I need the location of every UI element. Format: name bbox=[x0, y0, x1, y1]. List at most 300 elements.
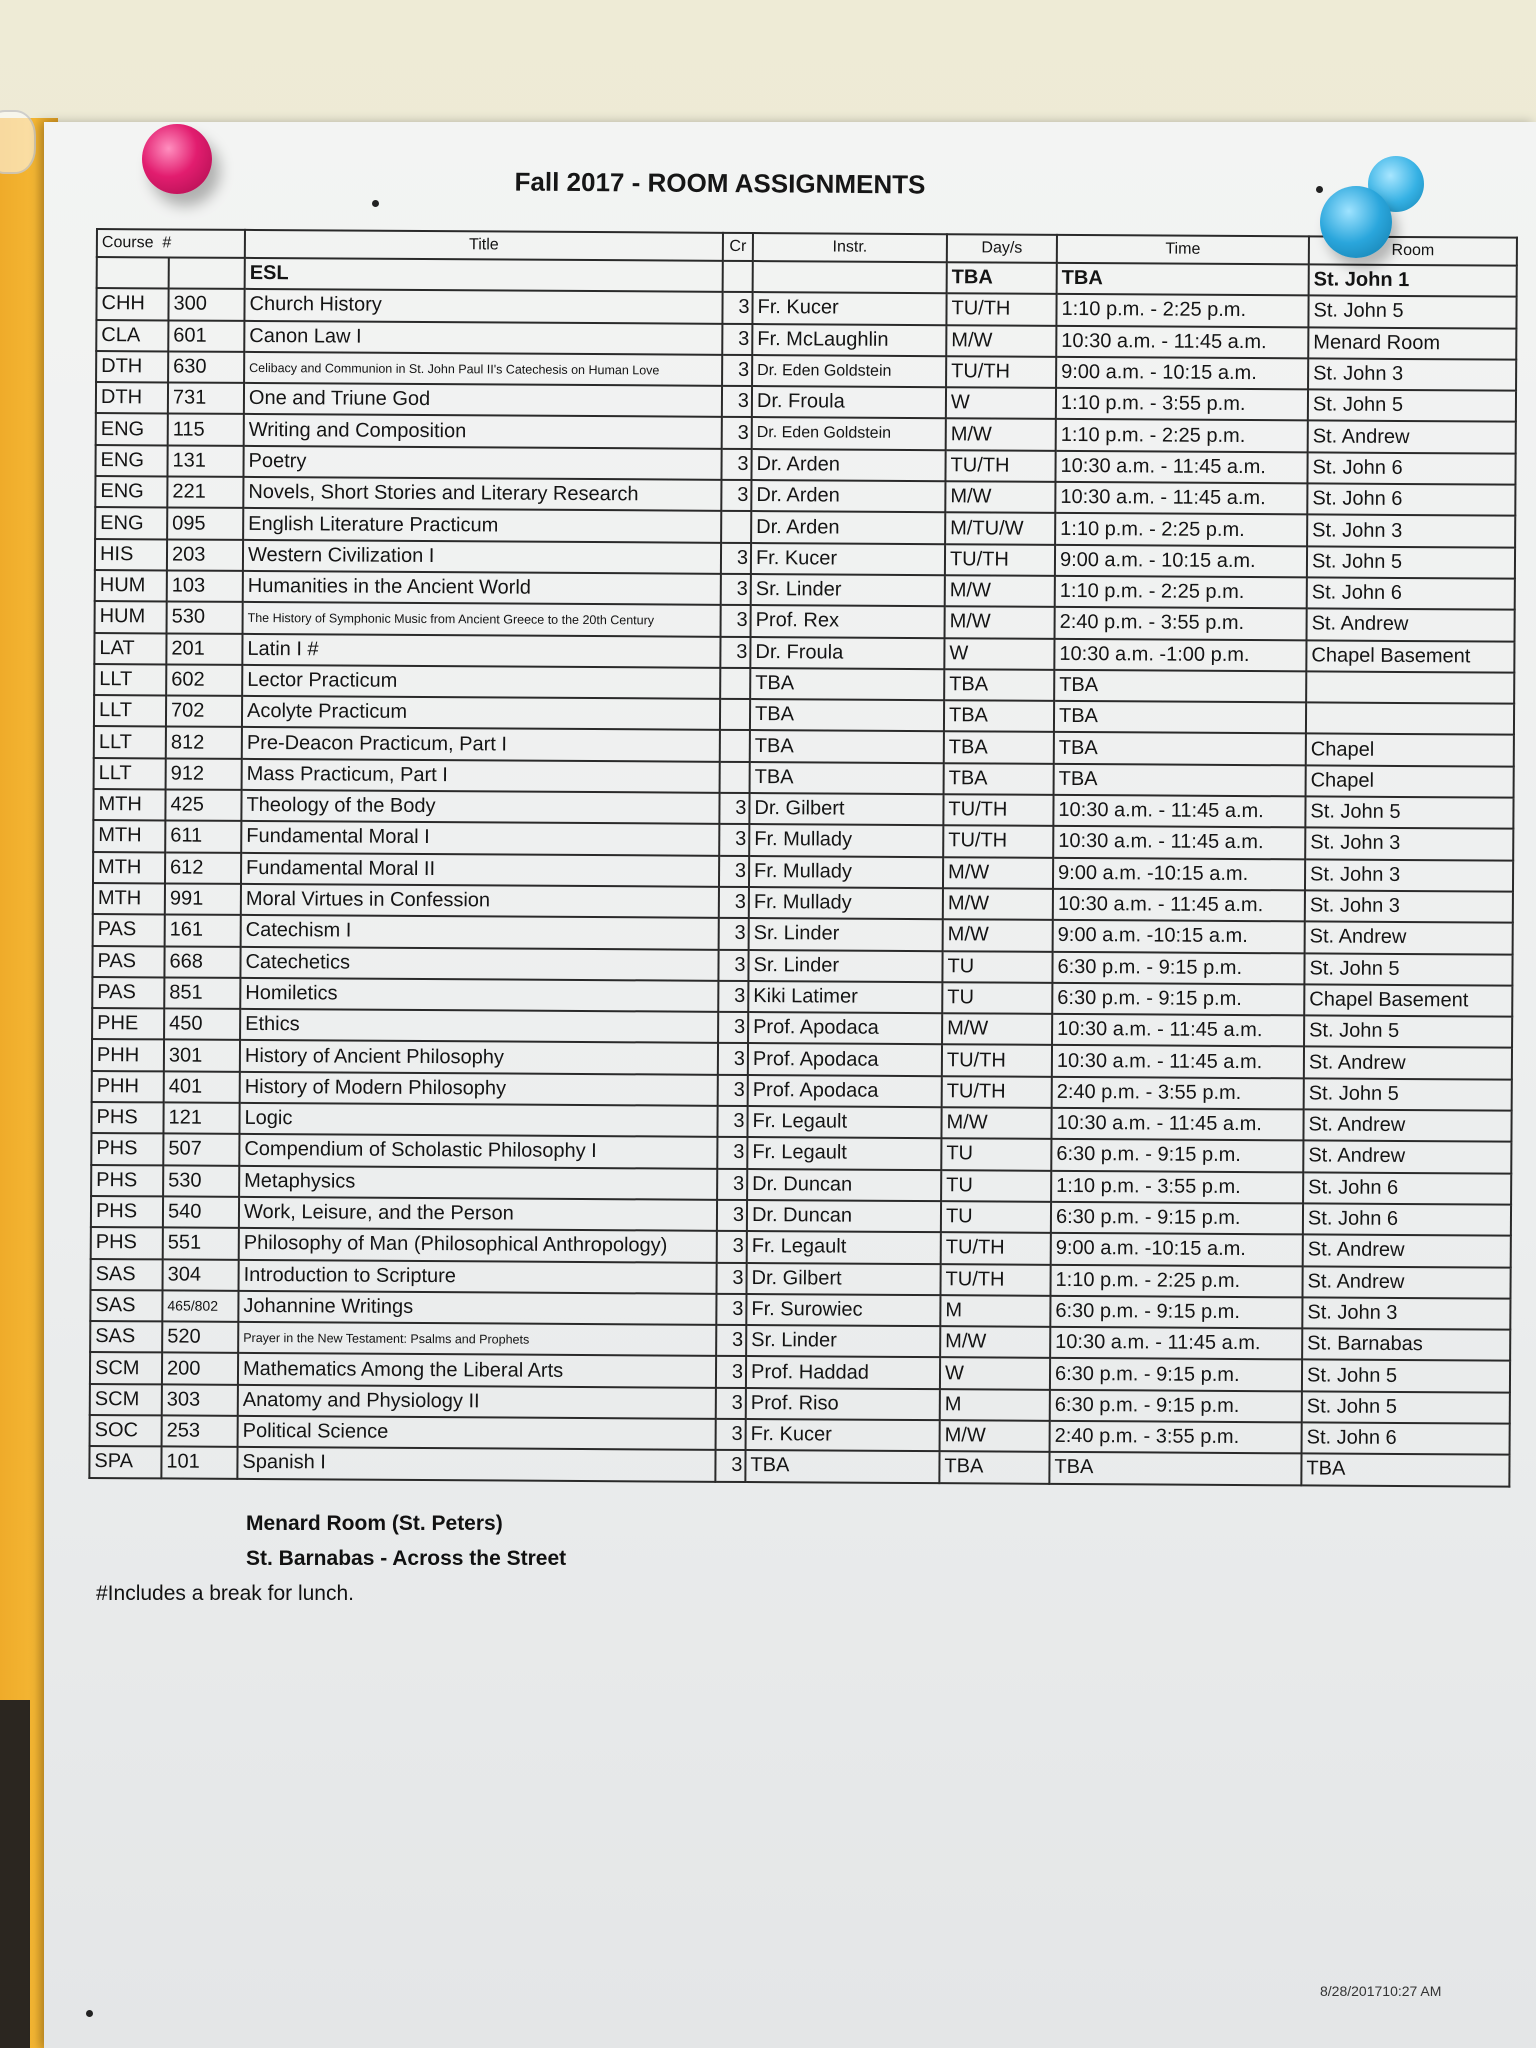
cell-number: 702 bbox=[166, 696, 242, 728]
hole-mark bbox=[1316, 186, 1323, 193]
cell-course: PHE bbox=[92, 1008, 164, 1040]
header-time: Time bbox=[1057, 235, 1309, 265]
cell-room: St. Andrew bbox=[1305, 922, 1513, 955]
cell-days: M/W bbox=[945, 481, 1055, 513]
cell-time: 1:10 p.m. - 3:55 p.m. bbox=[1056, 388, 1308, 421]
cell-days: M/W bbox=[945, 575, 1055, 607]
cell-instructor: Sr. Linder bbox=[748, 950, 942, 982]
cell-number: 812 bbox=[166, 727, 242, 759]
cell-room: St. John 5 bbox=[1302, 1360, 1510, 1393]
cell-days: W bbox=[940, 1358, 1050, 1390]
cell-title: Work, Leisure, and the Person bbox=[239, 1197, 717, 1231]
page-title: Fall 2017 - ROOM ASSIGNMENTS bbox=[514, 166, 926, 200]
cell-title: Introduction to Scripture bbox=[239, 1259, 717, 1293]
cell-days: TU/TH bbox=[946, 293, 1056, 325]
cell-instructor: Fr. McLaughlin bbox=[752, 324, 946, 356]
cell-number: 101 bbox=[161, 1447, 237, 1479]
cell-number: 611 bbox=[165, 821, 241, 853]
cell-title: History of Modern Philosophy bbox=[240, 1072, 718, 1106]
cell-number: 520 bbox=[162, 1322, 238, 1354]
cell-title: Acolyte Practicum bbox=[242, 696, 720, 730]
cell-days: TU/TH bbox=[941, 1232, 1051, 1264]
cell-days: TU bbox=[941, 1170, 1051, 1202]
cell-credits: 3 bbox=[715, 1450, 745, 1481]
cell-time: 1:10 p.m. - 2:25 p.m. bbox=[1055, 513, 1307, 546]
cell-room bbox=[1306, 703, 1514, 736]
cell-credits: 3 bbox=[716, 1387, 746, 1418]
cell-course: PHS bbox=[91, 1165, 163, 1197]
cell-credits: 3 bbox=[717, 1137, 747, 1168]
cell-days: TU/TH bbox=[940, 1264, 1050, 1296]
cell-title: Spanish I bbox=[237, 1447, 715, 1481]
clear-pushpin-icon bbox=[0, 110, 36, 174]
cell-number: 991 bbox=[165, 883, 241, 915]
cell-title: Writing and Composition bbox=[244, 414, 722, 448]
cell-room: St. Andrew bbox=[1303, 1109, 1511, 1142]
cell-days: M/W bbox=[946, 325, 1056, 357]
cell-instructor: Fr. Kucer bbox=[746, 1419, 940, 1451]
cell-room: TBA bbox=[1301, 1454, 1509, 1487]
cell-room: Menard Room bbox=[1308, 327, 1516, 360]
cell-time: 2:40 p.m. - 3:55 p.m. bbox=[1050, 1421, 1302, 1454]
cell-title: Political Science bbox=[238, 1416, 716, 1450]
cell-title: Prayer in the New Testament: Psalms and Prophets bbox=[238, 1322, 716, 1356]
cell-time: TBA bbox=[1054, 764, 1306, 797]
cell-title: Fundamental Moral II bbox=[241, 853, 719, 887]
cell-title: Philosophy of Man (Philosophical Anthropology) bbox=[239, 1228, 717, 1262]
cell-time: 9:00 a.m. -10:15 a.m. bbox=[1053, 920, 1305, 953]
cell-instructor: Fr. Mullady bbox=[749, 887, 943, 919]
cell-time: 6:30 p.m. - 9:15 p.m. bbox=[1051, 1202, 1303, 1235]
cell-instructor: Fr. Mullady bbox=[749, 824, 943, 856]
cell-room: St. John 5 bbox=[1304, 953, 1512, 986]
cell-instructor: Dr. Duncan bbox=[747, 1169, 941, 1201]
cell-days: TU/TH bbox=[943, 826, 1053, 858]
cell-number: 731 bbox=[168, 383, 244, 415]
cell-credits bbox=[720, 730, 750, 761]
cell-number: 465/802 bbox=[162, 1290, 238, 1322]
cell-instructor: Dr. Duncan bbox=[747, 1200, 941, 1232]
cell-room: St. John 1 bbox=[1309, 264, 1517, 297]
cell-instructor: Dr. Gilbert bbox=[749, 793, 943, 825]
cell-credits: 3 bbox=[716, 1419, 746, 1450]
cell-course: DTH bbox=[96, 351, 168, 383]
cell-instructor: Prof. Apodaca bbox=[748, 1043, 942, 1075]
cell-time: 9:00 a.m. -10:15 a.m. bbox=[1053, 857, 1305, 890]
cell-instructor: Fr. Surowiec bbox=[746, 1294, 940, 1326]
cell-room: St. John 3 bbox=[1302, 1297, 1510, 1330]
cell-title: Humanities in the Ancient World bbox=[243, 571, 721, 605]
cell-title: One and Triune God bbox=[244, 383, 722, 417]
cell-title: Pre-Deacon Practicum, Part I bbox=[242, 727, 720, 761]
note-lunch: #Includes a break for lunch. bbox=[96, 1582, 354, 1605]
cell-number: 121 bbox=[163, 1102, 239, 1134]
cell-credits: 3 bbox=[722, 323, 752, 354]
cell-number: 221 bbox=[167, 477, 243, 509]
cell-course: LLT bbox=[94, 758, 166, 790]
cell-room: St. John 3 bbox=[1305, 890, 1513, 923]
cell-number: 095 bbox=[167, 508, 243, 540]
cell-time: 10:30 a.m. - 11:45 a.m. bbox=[1053, 795, 1305, 828]
cell-course bbox=[97, 257, 169, 289]
cell-room: St. John 5 bbox=[1302, 1391, 1510, 1424]
cell-time: 2:40 p.m. - 3:55 p.m. bbox=[1052, 1077, 1304, 1110]
cell-room: Chapel bbox=[1306, 765, 1514, 798]
header-title: Title bbox=[245, 230, 723, 261]
cell-instructor: Fr. Legault bbox=[747, 1106, 941, 1138]
print-timestamp: 8/28/201710:27 AM bbox=[1320, 1983, 1442, 1999]
cell-instructor: TBA bbox=[750, 730, 944, 762]
cell-room: St. John 6 bbox=[1307, 452, 1515, 485]
cell-number: 530 bbox=[163, 1165, 239, 1197]
cell-room: St. John 5 bbox=[1308, 390, 1516, 423]
cell-days: TU bbox=[942, 982, 1052, 1014]
cell-title: History of Ancient Philosophy bbox=[240, 1040, 718, 1074]
cell-number: 530 bbox=[167, 602, 243, 634]
cell-instructor: Sr. Linder bbox=[746, 1325, 940, 1357]
cell-instructor: Fr. Kucer bbox=[752, 292, 946, 324]
cell-time: 9:00 a.m. - 10:15 a.m. bbox=[1056, 357, 1308, 390]
cell-room: St. Andrew bbox=[1303, 1141, 1511, 1174]
cell-room: St. Andrew bbox=[1302, 1266, 1510, 1299]
cell-number: 551 bbox=[163, 1228, 239, 1260]
cell-credits: 3 bbox=[722, 417, 752, 448]
cell-time: 6:30 p.m. - 9:15 p.m. bbox=[1052, 983, 1304, 1016]
cell-instructor: Fr. Kucer bbox=[751, 543, 945, 575]
cell-title: Western Civilization I bbox=[243, 540, 721, 574]
header-instr: Instr. bbox=[753, 233, 947, 262]
cell-title: English Literature Practicum bbox=[243, 508, 721, 542]
cell-time: 1:10 p.m. - 2:25 p.m. bbox=[1055, 576, 1307, 609]
cell-title: Lector Practicum bbox=[242, 665, 720, 699]
cell-instructor: Sr. Linder bbox=[751, 574, 945, 606]
cell-instructor: Prof. Apodaca bbox=[748, 1012, 942, 1044]
cell-days: M/W bbox=[942, 1013, 1052, 1045]
cell-room: St. John 6 bbox=[1302, 1422, 1510, 1455]
cell-course: PHS bbox=[91, 1196, 163, 1228]
cell-credits: 3 bbox=[718, 1012, 748, 1043]
cell-room: St. John 6 bbox=[1303, 1203, 1511, 1236]
pink-pushpin-icon bbox=[142, 124, 212, 194]
cell-credits bbox=[720, 699, 750, 730]
cell-course: PHH bbox=[92, 1039, 164, 1071]
cell-days: TBA bbox=[944, 763, 1054, 795]
cell-number: 912 bbox=[166, 758, 242, 790]
cell-number: 203 bbox=[167, 539, 243, 571]
cell-instructor: Prof. Haddad bbox=[746, 1356, 940, 1388]
cell-credits: 3 bbox=[719, 824, 749, 855]
cell-credits: 3 bbox=[719, 855, 749, 886]
cell-time: 1:10 p.m. - 2:25 p.m. bbox=[1056, 294, 1308, 327]
cell-number: 200 bbox=[162, 1353, 238, 1385]
cell-credits: 3 bbox=[721, 449, 751, 480]
cell-days: TU/TH bbox=[946, 356, 1056, 388]
cell-days: TU/TH bbox=[942, 1045, 1052, 1077]
cell-room: St. John 3 bbox=[1305, 828, 1513, 861]
cell-number: 201 bbox=[166, 633, 242, 665]
cell-number: 851 bbox=[164, 977, 240, 1009]
cell-number: 601 bbox=[168, 320, 244, 352]
cell-title: Moral Virtues in Confession bbox=[241, 884, 719, 918]
cell-credits bbox=[721, 511, 751, 542]
cell-room: St. John 6 bbox=[1307, 483, 1515, 516]
note-barnabas: St. Barnabas - Across the Street bbox=[246, 1547, 567, 1570]
cell-days: TBA bbox=[944, 732, 1054, 764]
cell-number: 115 bbox=[168, 414, 244, 446]
cell-title: Ethics bbox=[240, 1009, 718, 1043]
cell-title: Church History bbox=[244, 289, 722, 323]
cell-title: Logic bbox=[239, 1103, 717, 1137]
cell-time: 1:10 p.m. - 2:25 p.m. bbox=[1050, 1264, 1302, 1297]
cell-course: CLA bbox=[96, 320, 168, 352]
cell-course: SCM bbox=[90, 1352, 162, 1384]
cell-number: 507 bbox=[163, 1134, 239, 1166]
cell-course: PAS bbox=[92, 946, 164, 978]
cell-course: LLT bbox=[94, 664, 166, 696]
cell-credits: 3 bbox=[719, 887, 749, 918]
cell-room: St. Andrew bbox=[1308, 421, 1516, 454]
cell-time: TBA bbox=[1049, 1452, 1301, 1485]
cell-credits: 3 bbox=[720, 636, 750, 667]
cell-title: Metaphysics bbox=[239, 1166, 717, 1200]
cell-room: St. John 3 bbox=[1305, 859, 1513, 892]
cell-credits bbox=[723, 261, 753, 292]
cell-instructor: TBA bbox=[745, 1450, 939, 1482]
cell-days: M/W bbox=[943, 919, 1053, 951]
cell-days: W bbox=[946, 387, 1056, 419]
cell-credits: 3 bbox=[719, 918, 749, 949]
room-assignments-table bbox=[88, 228, 1518, 1487]
header-course: Course # bbox=[97, 229, 245, 258]
cell-days: TU bbox=[942, 951, 1052, 983]
cell-title: Theology of the Body bbox=[241, 790, 719, 824]
cell-days: TBA bbox=[944, 700, 1054, 732]
cell-time: TBA bbox=[1054, 670, 1306, 703]
cell-title: Fundamental Moral I bbox=[241, 821, 719, 855]
cell-room: St. John 3 bbox=[1308, 358, 1516, 391]
cell-number: 103 bbox=[167, 570, 243, 602]
cell-room: St. Andrew bbox=[1304, 1047, 1512, 1080]
cell-course: SCM bbox=[90, 1384, 162, 1416]
cell-course: MTH bbox=[93, 789, 165, 821]
cell-room: St. John 5 bbox=[1308, 296, 1516, 329]
cell-time: 10:30 a.m. - 11:45 a.m. bbox=[1053, 826, 1305, 859]
cell-credits: 3 bbox=[717, 1262, 747, 1293]
cell-credits bbox=[720, 668, 750, 699]
cell-title: Catechism I bbox=[241, 915, 719, 949]
cell-time: 10:30 a.m. -1:00 p.m. bbox=[1054, 638, 1306, 671]
cell-credits: 3 bbox=[718, 1075, 748, 1106]
cell-instructor: Dr. Eden Goldstein bbox=[752, 417, 946, 449]
cell-title: Novels, Short Stories and Literary Research bbox=[243, 477, 721, 511]
cell-course: SOC bbox=[90, 1415, 162, 1447]
notes bbox=[96, 1506, 566, 1611]
cell-time: 10:30 a.m. - 11:45 a.m. bbox=[1056, 325, 1308, 358]
cell-credits: 3 bbox=[716, 1294, 746, 1325]
cell-time: TBA bbox=[1054, 701, 1306, 734]
cell-number: 304 bbox=[163, 1259, 239, 1291]
cell-course: ENG bbox=[95, 476, 167, 508]
cell-room: St. John 5 bbox=[1307, 546, 1515, 579]
cell-days: M/W bbox=[943, 857, 1053, 889]
cell-room: St. John 5 bbox=[1304, 1016, 1512, 1049]
cell-credits bbox=[720, 762, 750, 793]
cell-room: St. John 6 bbox=[1307, 577, 1515, 610]
cell-number: 401 bbox=[164, 1071, 240, 1103]
cell-number: 301 bbox=[164, 1040, 240, 1072]
cell-credits: 3 bbox=[717, 1106, 747, 1137]
cell-credits: 3 bbox=[717, 1231, 747, 1262]
cell-instructor: Dr. Gilbert bbox=[747, 1262, 941, 1294]
cell-title: Compendium of Scholastic Philosophy I bbox=[239, 1134, 717, 1168]
cell-credits: 3 bbox=[718, 1043, 748, 1074]
cell-time: 9:00 a.m. -10:15 a.m. bbox=[1051, 1233, 1303, 1266]
cell-credits: 3 bbox=[722, 355, 752, 386]
cell-title: Canon Law I bbox=[244, 321, 722, 355]
cell-number: 612 bbox=[165, 852, 241, 884]
note-menard: Menard Room (St. Peters) bbox=[246, 1512, 503, 1535]
header-days: Day/s bbox=[947, 234, 1057, 263]
cell-title: Poetry bbox=[243, 446, 721, 480]
cell-title: Mathematics Among the Liberal Arts bbox=[238, 1353, 716, 1387]
cell-number: 303 bbox=[162, 1384, 238, 1416]
cell-number: 668 bbox=[164, 946, 240, 978]
cell-course: HUM bbox=[95, 570, 167, 602]
cell-time: 1:10 p.m. - 2:25 p.m. bbox=[1056, 419, 1308, 452]
cell-title: Celibacy and Communion in St. John Paul II's Catechesis on Human Love bbox=[244, 352, 722, 386]
cell-title: Mass Practicum, Part I bbox=[242, 759, 720, 793]
cell-instructor: Dr. Arden bbox=[751, 511, 945, 543]
cell-days: TBA bbox=[944, 669, 1054, 701]
cell-time: 1:10 p.m. - 3:55 p.m. bbox=[1051, 1170, 1303, 1203]
cell-instructor: TBA bbox=[750, 762, 944, 794]
cell-course: HIS bbox=[95, 539, 167, 571]
cell-title: Anatomy and Physiology II bbox=[238, 1385, 716, 1419]
cell-number: 450 bbox=[164, 1009, 240, 1041]
cell-credits: 3 bbox=[721, 574, 751, 605]
cell-course: PHS bbox=[91, 1133, 163, 1165]
cell-time: 6:30 p.m. - 9:15 p.m. bbox=[1050, 1296, 1302, 1329]
cell-instructor: Sr. Linder bbox=[749, 918, 943, 950]
cell-room: St. Andrew bbox=[1303, 1235, 1511, 1268]
cell-days: TU bbox=[941, 1138, 1051, 1170]
blue-pushpin-icon bbox=[1320, 186, 1392, 258]
cell-room: St. John 5 bbox=[1305, 796, 1513, 829]
cell-course: LLT bbox=[94, 695, 166, 727]
cell-course: SAS bbox=[90, 1290, 162, 1322]
cell-time: 6:30 p.m. - 9:15 p.m. bbox=[1050, 1358, 1302, 1391]
cell-number: 253 bbox=[162, 1415, 238, 1447]
cell-days: TU/TH bbox=[942, 1076, 1052, 1108]
header-cr: Cr bbox=[723, 233, 753, 261]
cell-course: MTH bbox=[93, 820, 165, 852]
cell-time: 10:30 a.m. - 11:45 a.m. bbox=[1052, 1045, 1304, 1078]
cell-instructor: Kiki Latimer bbox=[748, 981, 942, 1013]
cell-room: Chapel Basement bbox=[1306, 640, 1514, 673]
cell-credits: 3 bbox=[718, 981, 748, 1012]
cell-credits: 3 bbox=[717, 1168, 747, 1199]
cell-course: ENG bbox=[96, 413, 168, 445]
cell-time: TBA bbox=[1054, 732, 1306, 765]
cell-days: M bbox=[940, 1389, 1050, 1421]
cell-instructor: Dr. Arden bbox=[751, 449, 945, 481]
cell-days: TU/TH bbox=[945, 544, 1055, 576]
cell-instructor: Dr. Arden bbox=[751, 480, 945, 512]
room-assignments-table-wrap bbox=[88, 228, 1516, 1487]
cell-time: 10:30 a.m. - 11:45 a.m. bbox=[1052, 1014, 1304, 1047]
cell-days: M/W bbox=[940, 1326, 1050, 1358]
cell-course: PHH bbox=[92, 1071, 164, 1103]
cell-number bbox=[169, 257, 245, 289]
cell-room: St. Andrew bbox=[1307, 609, 1515, 642]
cell-instructor: Prof. Apodaca bbox=[748, 1075, 942, 1107]
hole-mark bbox=[86, 2010, 93, 2017]
cell-days: TBA bbox=[947, 262, 1057, 294]
cell-time: 10:30 a.m. - 11:45 a.m. bbox=[1053, 889, 1305, 922]
cell-days: TU/TH bbox=[943, 794, 1053, 826]
cell-time: 6:30 p.m. - 9:15 p.m. bbox=[1052, 951, 1304, 984]
cell-course: HUM bbox=[95, 601, 167, 633]
cell-course: SPA bbox=[89, 1446, 161, 1478]
cell-credits: 3 bbox=[721, 605, 751, 636]
cell-room: Chapel bbox=[1306, 734, 1514, 767]
cell-course: LAT bbox=[94, 633, 166, 665]
cell-credits: 3 bbox=[721, 542, 751, 573]
cell-number: 131 bbox=[167, 445, 243, 477]
cell-room: St. Barnabas bbox=[1302, 1328, 1510, 1361]
cell-instructor: Dr. Eden Goldstein bbox=[752, 355, 946, 387]
cell-instructor: Prof. Rex bbox=[751, 605, 945, 637]
cell-course: ENG bbox=[95, 445, 167, 477]
cell-course: CHH bbox=[96, 288, 168, 320]
cell-credits: 3 bbox=[716, 1356, 746, 1387]
cell-time: 10:30 a.m. - 11:45 a.m. bbox=[1055, 482, 1307, 515]
cell-instructor bbox=[753, 261, 947, 293]
cell-credits: 3 bbox=[722, 292, 752, 323]
cell-credits: 3 bbox=[716, 1325, 746, 1356]
cell-time: 10:30 a.m. - 11:45 a.m. bbox=[1055, 451, 1307, 484]
cell-course: MTH bbox=[93, 852, 165, 884]
cell-time: 9:00 a.m. - 10:15 a.m. bbox=[1055, 545, 1307, 578]
cell-course: DTH bbox=[96, 382, 168, 414]
cell-course: MTH bbox=[93, 883, 165, 915]
cell-time: 10:30 a.m. - 11:45 a.m. bbox=[1050, 1327, 1302, 1360]
cell-days: M/W bbox=[941, 1107, 1051, 1139]
cell-credits: 3 bbox=[722, 386, 752, 417]
cell-days: TU bbox=[941, 1201, 1051, 1233]
cell-time: 10:30 a.m. - 11:45 a.m. bbox=[1051, 1108, 1303, 1141]
cell-course: ENG bbox=[95, 507, 167, 539]
cell-course: PAS bbox=[93, 914, 165, 946]
cell-credits: 3 bbox=[719, 793, 749, 824]
cell-number: 425 bbox=[165, 789, 241, 821]
cell-instructor: Fr. Legault bbox=[747, 1137, 941, 1169]
table-body bbox=[89, 257, 1516, 1486]
cell-time: 6:30 p.m. - 9:15 p.m. bbox=[1050, 1390, 1302, 1423]
cell-instructor: Prof. Riso bbox=[746, 1388, 940, 1420]
cell-days: W bbox=[944, 638, 1054, 670]
cell-course: LLT bbox=[94, 726, 166, 758]
header-room: Room bbox=[1309, 236, 1517, 265]
cell-days: M/W bbox=[943, 888, 1053, 920]
cell-instructor: TBA bbox=[750, 668, 944, 700]
cell-days: M/TU/W bbox=[945, 513, 1055, 545]
cell-time: 6:30 p.m. - 9:15 p.m. bbox=[1051, 1139, 1303, 1172]
cell-time: 2:40 p.m. - 3:55 p.m. bbox=[1055, 607, 1307, 640]
cell-room: St. John 3 bbox=[1307, 515, 1515, 548]
cell-credits: 3 bbox=[718, 949, 748, 980]
cell-credits: 3 bbox=[717, 1200, 747, 1231]
